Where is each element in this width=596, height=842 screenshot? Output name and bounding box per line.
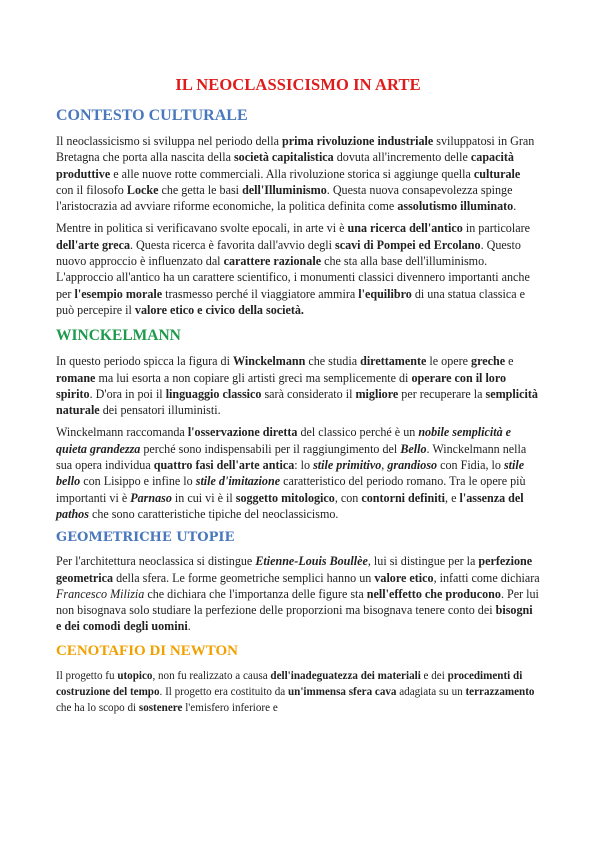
text-run: carattere razionale bbox=[223, 254, 322, 269]
paragraph-contesto-1 bbox=[56, 133, 540, 214]
text-run bbox=[56, 507, 89, 521]
text-run: In questo periodo spicca la figura di bbox=[56, 354, 233, 369]
text-run: stile d'imitazione bbox=[195, 474, 281, 489]
text-run: . Questa nuova consapevolezza spinge l'aristocrazia ad avviare riforme economiche, la politica definita come bbox=[56, 182, 513, 214]
text-run: , infatti come dichiara bbox=[433, 570, 540, 585]
text-run: Mentre in politica si verificavano svolte epocali, in arte vi è bbox=[56, 221, 348, 236]
text-run: perché sono indispensabili per il raggiungimento del bbox=[140, 441, 401, 456]
text-run bbox=[313, 458, 381, 472]
text-run: che sono caratteristiche tipiche del neoclassicismo. bbox=[88, 506, 339, 521]
section-heading-contesto: CONTESTO CULTURALE bbox=[56, 107, 248, 124]
text-run: del classico perché è un bbox=[297, 425, 419, 440]
paragraph-contesto-2 bbox=[56, 220, 540, 318]
text-run: con Fidia, lo bbox=[437, 458, 504, 473]
text-run: Francesco Milizia bbox=[56, 586, 145, 601]
text-run: . bbox=[513, 199, 517, 214]
text-run: . Questo nuovo approccio è influenzato dal bbox=[56, 237, 521, 269]
text-run: bisogni e dei comodi degli uomini bbox=[56, 603, 533, 634]
text-run: l'emisfero inferiore e bbox=[182, 702, 278, 715]
text-run: capacità produttive bbox=[56, 150, 514, 181]
text-run: dell'inadeguatezza dei materiali bbox=[270, 669, 421, 682]
text-run: procedimenti di costruzione del tempo bbox=[56, 669, 523, 698]
text-run: con Lisippo e infine lo bbox=[80, 474, 196, 489]
text-run: Il neoclassicismo si sviluppa nel periodo della bbox=[56, 134, 283, 148]
text-run: caratteristico del periodo romano. Tra le opere più importanti vi è bbox=[56, 474, 526, 505]
text-run: . Questa ricerca è favorita dall'avvio degli bbox=[130, 237, 335, 252]
text-run: : lo bbox=[294, 458, 314, 473]
text-run: della sfera. Le forme geometriche semplici hanno un bbox=[113, 570, 375, 585]
paragraph-winckelmann-1 bbox=[56, 353, 540, 418]
text-run bbox=[400, 442, 426, 456]
text-run: l'equilibro bbox=[358, 286, 412, 301]
text-run: l'osservazione diretta bbox=[187, 425, 298, 440]
paragraph-winckelmann-2 bbox=[56, 424, 540, 522]
text-run: quattro fasi dell'arte antica bbox=[153, 458, 295, 473]
text-run: dei pensatori illuministi. bbox=[99, 403, 221, 418]
text-run: che getta le basi bbox=[158, 182, 243, 197]
text-run: dell'Illuminismo bbox=[242, 182, 327, 197]
text-run: sarà considerato il bbox=[261, 386, 356, 401]
text-run: contorni definiti bbox=[361, 490, 446, 505]
text-run: greche bbox=[471, 354, 506, 369]
text-run: che sta alla base dell'illuminismo. L'approccio all'antico ha un carattere scientifico, i monumenti classici divennero importanti anche per bbox=[56, 254, 530, 301]
paragraph-geometriche-1 bbox=[56, 553, 540, 634]
text-run: semplicità naturale bbox=[56, 386, 538, 418]
text-run: e dei bbox=[420, 669, 448, 682]
text-run: direttamente bbox=[360, 354, 427, 369]
text-run: stile primitivo bbox=[313, 458, 382, 473]
section-heading-geometriche: GEOMETRICHE UTOPIE bbox=[56, 530, 235, 546]
text-run: pathos bbox=[56, 506, 89, 521]
text-run: soggetto mitologico bbox=[235, 490, 335, 505]
text-run: stile bello bbox=[56, 458, 525, 489]
text-run: in cui vi è il bbox=[171, 490, 236, 505]
text-run: società capitalistica bbox=[233, 150, 334, 165]
text-run: romane bbox=[56, 370, 96, 385]
paragraph-cenotafio-1 bbox=[56, 668, 540, 717]
text-run: sostenere bbox=[138, 702, 183, 715]
text-run: Winckelmann bbox=[232, 354, 306, 369]
text-run: . Per lui non bisognava solo studiare la perfezione delle proporzioni ma bisognava tenere conto dei bbox=[56, 586, 539, 618]
text-run: . bbox=[187, 619, 191, 634]
text-run: nobile semplicità e quieta grandezza bbox=[56, 425, 512, 456]
text-run: l'assenza del bbox=[459, 490, 524, 505]
text-run: scavi di Pompei ed Ercolano bbox=[335, 237, 481, 252]
text-run: perfezione geometrica bbox=[56, 554, 533, 585]
text-run: una ricerca dell'antico bbox=[347, 221, 463, 236]
text-run: ma lui esorta a non copiare gli artisti greci ma semplicemente di bbox=[95, 370, 412, 385]
text-run: , lui si distingue per la bbox=[367, 554, 479, 569]
section-heading-cenotafio: CENOTAFIO DI NEWTON bbox=[56, 642, 238, 659]
text-run: grandioso bbox=[387, 458, 438, 473]
text-run: culturale bbox=[473, 166, 521, 181]
text-run: sviluppatosi in Gran Bretagna che porta alla nascita della bbox=[56, 134, 535, 165]
text-run: assolutismo illuminato bbox=[397, 199, 514, 214]
text-run: migliore bbox=[355, 386, 399, 401]
text-run: operare con il loro spirito bbox=[56, 370, 507, 401]
text-run: , con bbox=[334, 490, 362, 505]
text-run: Locke bbox=[126, 182, 159, 197]
text-run: nell'effetto che producono bbox=[366, 586, 501, 601]
text-run: valore etico bbox=[374, 570, 434, 585]
text-run: , e bbox=[445, 490, 460, 505]
page-title: IL NEOCLASSICISMO IN ARTE bbox=[175, 75, 421, 94]
text-run: e alle nuove rotte commerciali. Alla rivoluzione storica si aggiunge quella bbox=[110, 166, 474, 181]
text-run: Etienne-Louis Boullèe bbox=[255, 554, 368, 569]
text-run: utopico bbox=[117, 669, 153, 682]
text-run: un'immensa sfera cava bbox=[288, 685, 397, 698]
text-run: terrazzamento bbox=[465, 685, 535, 698]
text-run: di una statua classica e può percepire il bbox=[56, 286, 525, 317]
text-run: Bello bbox=[400, 441, 427, 456]
text-run bbox=[196, 474, 280, 488]
text-run: . Il progetto era costituito da bbox=[159, 685, 288, 698]
text-run: . Winckelmann nella sua opera individua bbox=[56, 441, 527, 473]
text-run: che studia bbox=[305, 354, 361, 369]
text-run: e bbox=[505, 354, 514, 369]
text-run: le opere bbox=[426, 354, 472, 369]
text-run: dell'arte greca bbox=[56, 237, 130, 252]
text-run bbox=[130, 491, 172, 505]
text-run: trasmesso perché il viaggiatore ammira bbox=[162, 286, 359, 301]
text-run: Parnaso bbox=[130, 490, 172, 505]
text-run: in particolare bbox=[462, 221, 530, 236]
section-heading-winckelmann: WINCKELMANN bbox=[56, 327, 181, 345]
text-run: che ha lo scopo di bbox=[56, 702, 139, 715]
text-run: che dichiara che l'importanza delle figure sta bbox=[144, 586, 367, 601]
text-run: prima rivoluzione industriale bbox=[282, 134, 434, 148]
text-run: dovuta all'incremento delle bbox=[333, 150, 471, 165]
text-run: linguaggio classico bbox=[165, 386, 262, 401]
text-run: Per l'architettura neoclassica si distingue bbox=[56, 554, 256, 569]
text-run: per recuperare la bbox=[398, 386, 486, 401]
text-run: , bbox=[381, 458, 388, 473]
text-run: , non fu realizzato a causa bbox=[152, 669, 271, 682]
text-run: valore etico e civico della società. bbox=[134, 302, 304, 317]
text-run: con il filosofo bbox=[56, 182, 127, 197]
text-run: Il progetto fu bbox=[56, 669, 118, 682]
text-run: Winckelmann raccomanda bbox=[56, 425, 188, 440]
text-run: l'esempio morale bbox=[74, 286, 163, 301]
text-run: . D'ora in poi il bbox=[89, 386, 166, 401]
text-run: adagiata su un bbox=[396, 685, 466, 698]
text-run bbox=[255, 554, 368, 568]
text-run bbox=[387, 458, 437, 472]
